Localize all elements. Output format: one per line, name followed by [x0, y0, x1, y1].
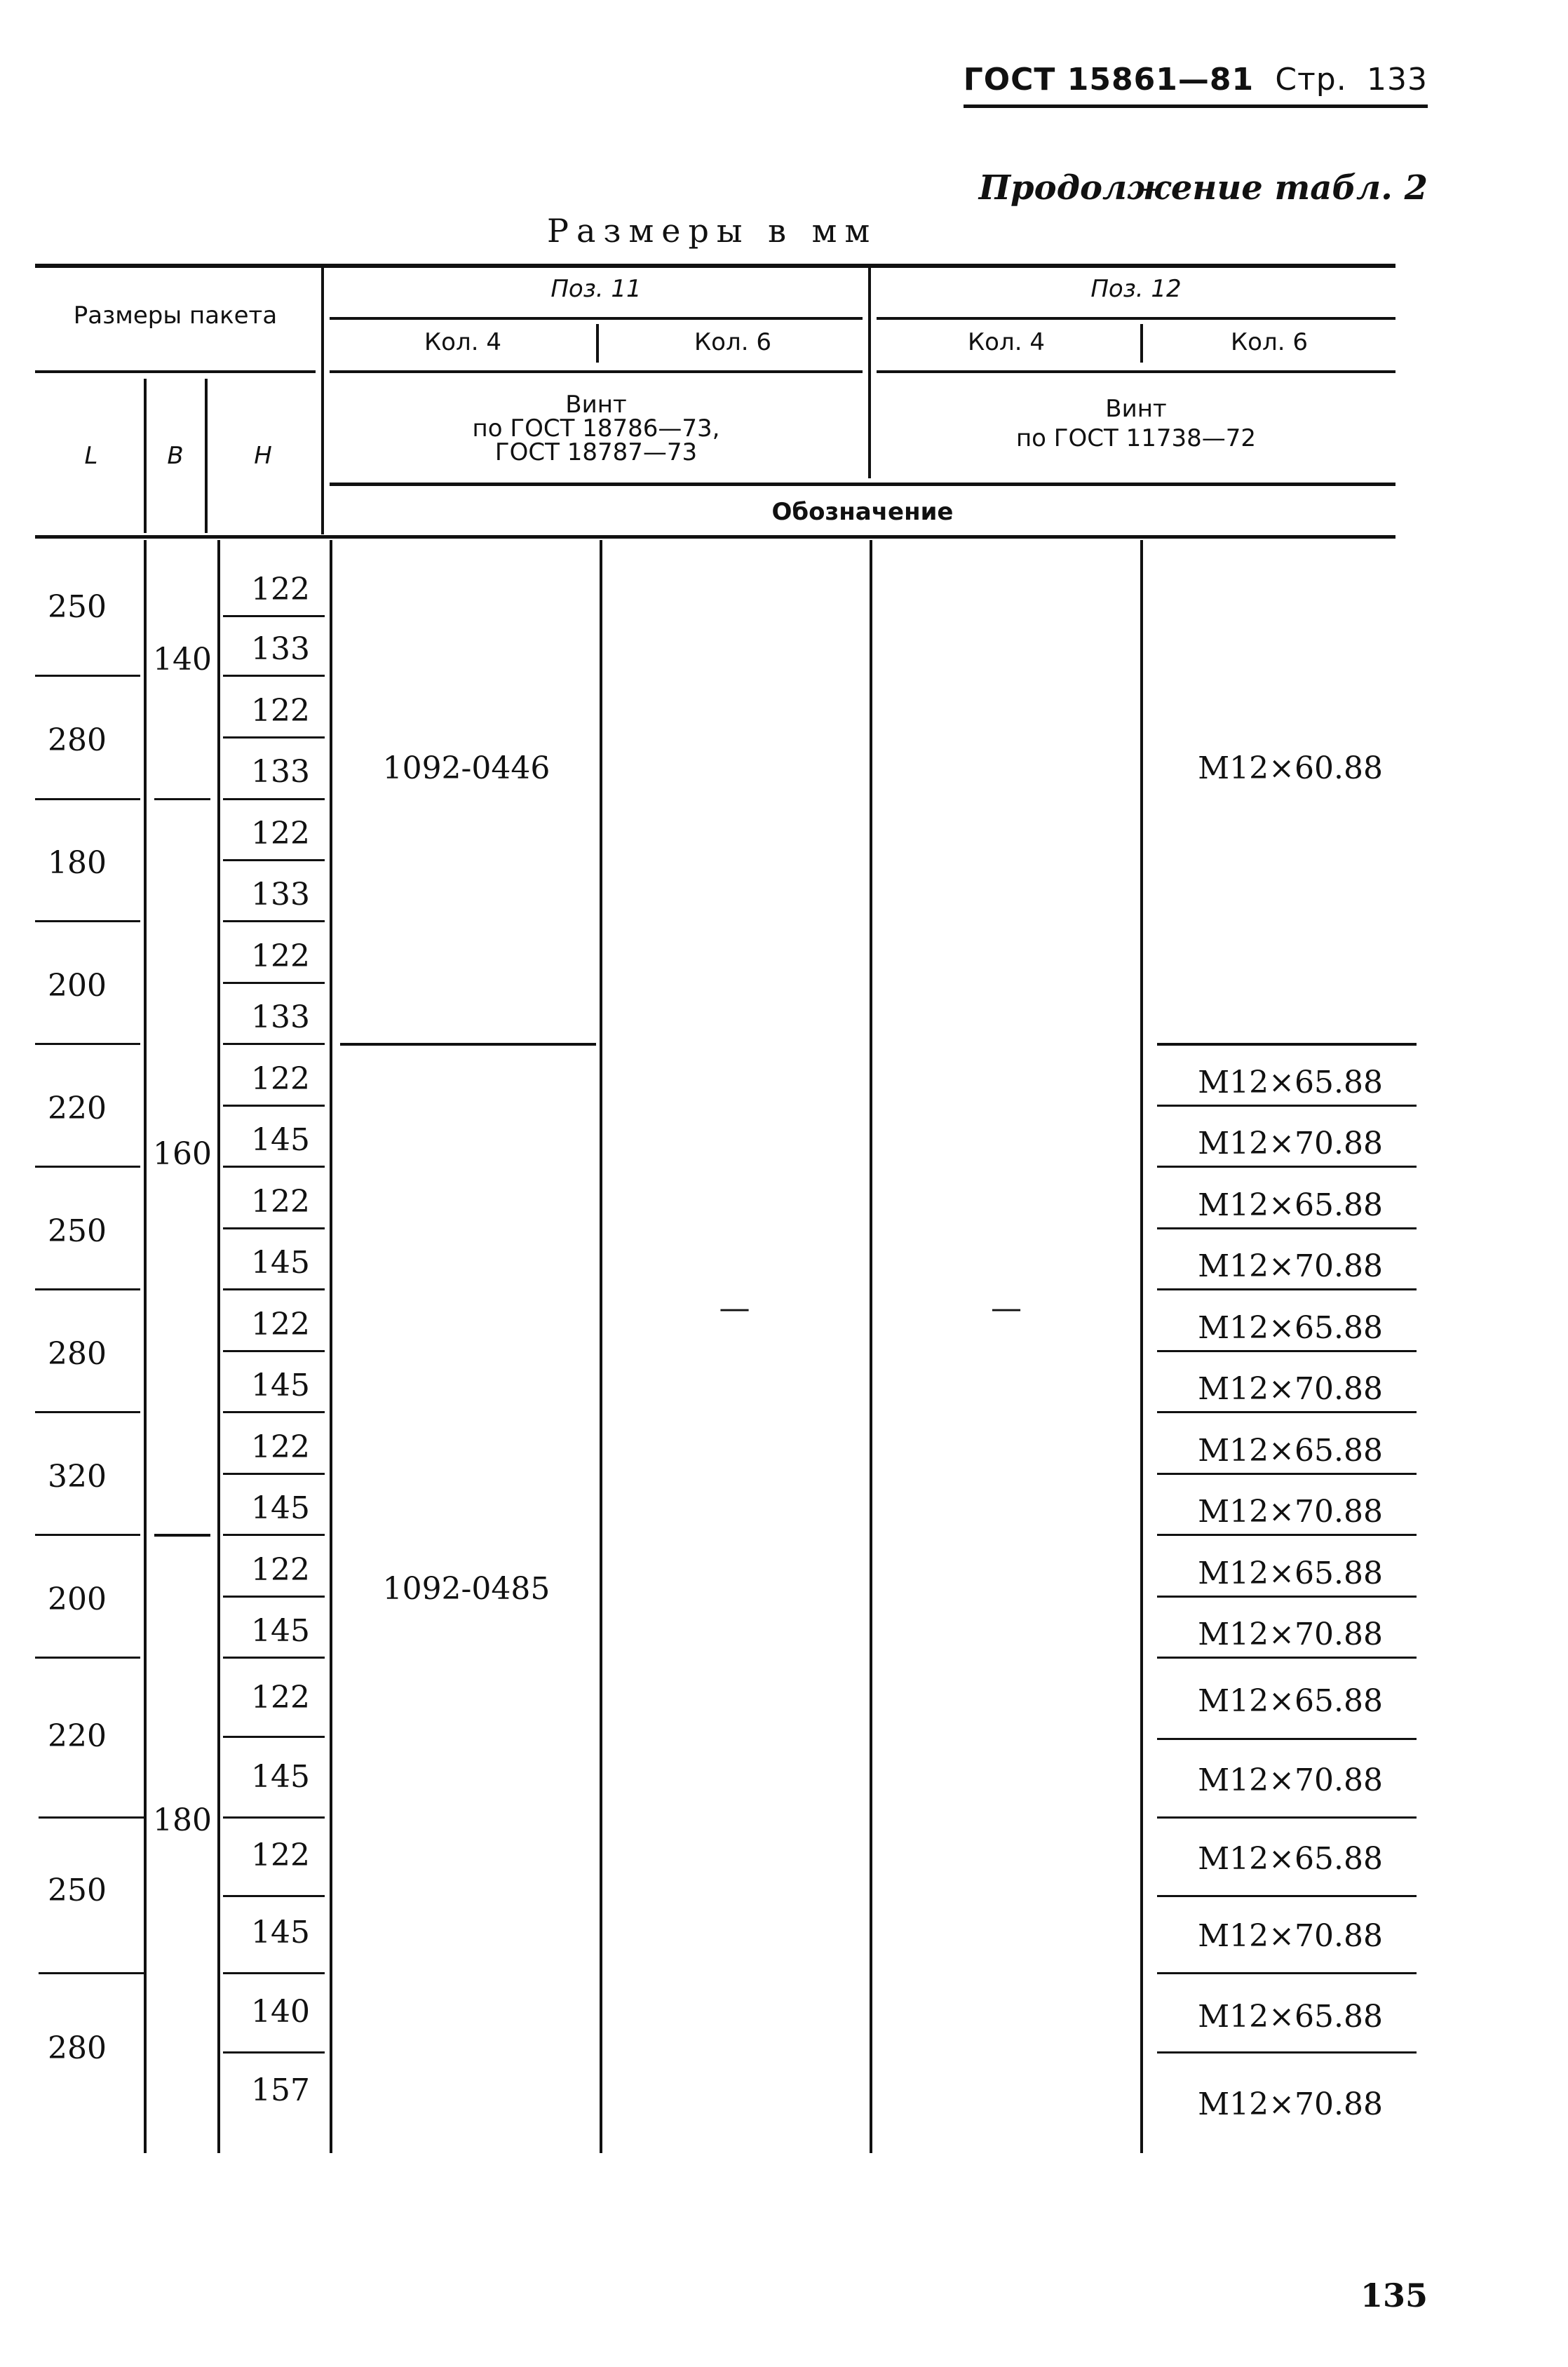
vrule-body-pos12: [1140, 540, 1143, 2153]
H-cell: 122: [251, 1307, 310, 1342]
H-cell: 122: [251, 938, 310, 974]
H-rule: [223, 1816, 325, 1819]
pos12-rule: [1157, 1166, 1417, 1168]
pos12-designation: M12×70.88: [1198, 1762, 1383, 1798]
L-rule: [35, 1288, 140, 1290]
H-cell: 145: [251, 1490, 310, 1526]
H-cell: 122: [251, 1680, 310, 1715]
H-rule: [223, 982, 325, 984]
H-rule: [223, 1105, 325, 1107]
pos12-designation: M12×65.88: [1198, 1310, 1383, 1346]
pos11-rule: [340, 1043, 596, 1046]
H-rule: [223, 920, 325, 922]
H-rule: [223, 1657, 325, 1659]
H-cell: 133: [251, 877, 310, 912]
H-cell: 145: [251, 1759, 310, 1795]
L-rule: [35, 1166, 140, 1168]
H-rule: [223, 1972, 325, 1974]
B-cell: 180: [153, 1802, 212, 1838]
B-rule: [154, 798, 210, 800]
L-rule: [35, 1534, 140, 1536]
pos12-rule: [1157, 1972, 1417, 1974]
H-rule: [223, 1895, 325, 1897]
H-cell: 145: [251, 1915, 310, 1950]
H-rule: [223, 736, 325, 739]
pos12-designation: M12×65.88: [1198, 1187, 1383, 1223]
pos12-designation: M12×65.88: [1198, 1065, 1383, 1100]
L-cell: 200: [48, 968, 107, 1004]
pos12-designation: M12×70.88: [1198, 2086, 1383, 2122]
pos11-designation: 1092-0485: [382, 1571, 550, 1607]
pos12-rule: [1157, 1816, 1417, 1819]
pos12-rule: [1157, 1227, 1417, 1229]
pos12-standard: по ГОСТ 11738—72: [1015, 424, 1257, 452]
L-rule: [39, 1972, 144, 1974]
pos12-designation: M12×65.88: [1198, 1556, 1383, 1591]
H-rule: [223, 1043, 325, 1045]
footer-page-number: 135: [1360, 2277, 1428, 2314]
H-cell: 133: [251, 999, 310, 1035]
L-rule: [35, 920, 140, 922]
vint-label: Винт: [565, 391, 627, 419]
H-cell: 140: [251, 1994, 310, 2030]
L-cell: 220: [48, 1718, 107, 1754]
H-rule: [223, 2051, 325, 2054]
pos12-designation: M12×70.88: [1198, 1371, 1383, 1407]
H-rule: [223, 1227, 325, 1229]
pos12-designation: M12×65.88: [1198, 1999, 1383, 2035]
pos11-vint-title: [330, 393, 863, 464]
pos12-rule: [1157, 1596, 1417, 1598]
page-number: 133: [1367, 62, 1428, 97]
vrule-body-mid: [870, 540, 872, 2153]
packet-sizes-header: Размеры пакета: [73, 302, 278, 330]
pos11-standard-2: ГОСТ 18787—73: [494, 438, 698, 466]
pos12-designation: M12×70.88: [1198, 1918, 1383, 1954]
B-cell: 140: [153, 642, 212, 677]
L-cell: 280: [48, 2030, 107, 2066]
H-cell: 133: [251, 754, 310, 790]
pos11-kol4-header: Кол. 4: [424, 328, 501, 356]
pos12-header: Поз. 12: [1090, 275, 1182, 303]
pos11-kol6-dash: —: [719, 1290, 750, 1326]
rule-pos-header: [330, 317, 863, 320]
table-top-rule: [35, 264, 1395, 268]
H-cell: 145: [251, 1122, 310, 1158]
H-cell: 145: [251, 1245, 310, 1281]
H-rule: [223, 1596, 325, 1598]
H-cell: 145: [251, 1613, 310, 1649]
vrule-header-b: [868, 268, 871, 478]
pos11-header: Поз. 11: [550, 275, 642, 303]
pos12-designation: M12×65.88: [1198, 1683, 1383, 1719]
H-cell: 122: [251, 1184, 310, 1220]
L-cell: 280: [48, 722, 107, 758]
L-rule: [35, 1043, 140, 1045]
L-cell: 250: [48, 1213, 107, 1249]
col-H-header: H: [254, 442, 272, 470]
pos12-designation: M12×70.88: [1198, 1617, 1383, 1652]
pos12-rule: [1157, 2051, 1417, 2054]
H-rule: [223, 859, 325, 861]
pos12-designation: M12×70.88: [1198, 1248, 1383, 1284]
rule-pos-header-2: [877, 317, 1395, 320]
L-rule: [39, 1816, 144, 1819]
col-B-header: B: [167, 442, 184, 470]
rule-header-bottom: [35, 535, 1395, 539]
pos12-rule: [1157, 1895, 1417, 1897]
pos12-rule: [1157, 1411, 1417, 1413]
B-cell: 160: [153, 1136, 212, 1172]
vrule-body-B: [217, 540, 220, 2153]
pos12-kol6-header: Кол. 6: [1231, 328, 1308, 356]
pos12-rule: [1157, 1534, 1417, 1536]
pos12-rule: [1157, 1657, 1417, 1659]
pos12-designation: M12×60.88: [1198, 750, 1383, 786]
H-rule: [223, 1350, 325, 1352]
pos12-designation: M12×70.88: [1198, 1126, 1383, 1161]
L-cell: 250: [48, 589, 107, 625]
H-cell: 145: [251, 1368, 310, 1403]
vint-label-2: Винт: [1105, 395, 1167, 423]
L-cell: 250: [48, 1873, 107, 1908]
H-cell: 122: [251, 1429, 310, 1465]
pos12-designation: M12×65.88: [1198, 1841, 1383, 1877]
vrule-lbh-2: [205, 379, 208, 533]
L-cell: 320: [48, 1459, 107, 1495]
pos12-rule: [1157, 1350, 1417, 1352]
pos12-rule: [1157, 1105, 1417, 1107]
pos12-rule: [1157, 1738, 1417, 1740]
H-cell: 133: [251, 631, 310, 667]
vrule-body-pos11: [600, 540, 602, 2153]
H-rule: [223, 1411, 325, 1413]
pos12-vint-title: [877, 394, 1395, 453]
L-cell: 220: [48, 1091, 107, 1126]
pos12-kol4-header: Кол. 4: [968, 328, 1045, 356]
col-L-header: L: [84, 442, 98, 470]
pos11-designation: 1092-0446: [382, 750, 550, 786]
B-rule: [154, 1534, 210, 1537]
L-rule: [35, 798, 140, 800]
L-cell: 180: [48, 845, 107, 881]
H-cell: 157: [251, 2072, 310, 2108]
H-cell: 122: [251, 1552, 310, 1588]
pos12-designation: M12×65.88: [1198, 1433, 1383, 1469]
L-rule: [35, 675, 140, 677]
H-rule: [223, 615, 325, 617]
H-cell: 122: [251, 1837, 310, 1873]
pos12-rule: [1157, 1288, 1417, 1290]
standard-number: ГОСТ 15861—81: [963, 62, 1255, 97]
rule-vint-row: [330, 483, 1395, 486]
vrule-kol-1: [596, 324, 599, 363]
pos12-designation: M12×70.88: [1198, 1494, 1383, 1530]
pos11-standard-1: по ГОСТ 18786—73,: [472, 414, 720, 443]
table-continuation: Продолжение табл. 2: [978, 168, 1428, 208]
L-rule: [35, 1411, 140, 1413]
H-rule: [223, 1288, 325, 1290]
H-rule: [223, 675, 325, 677]
pos12-rule: [1157, 1043, 1417, 1046]
page-header: [964, 62, 1428, 108]
H-rule: [223, 1534, 325, 1536]
H-rule: [223, 1736, 325, 1738]
vrule-lbh-1: [144, 379, 147, 533]
pos11-kol6-header: Кол. 6: [694, 328, 771, 356]
H-rule: [223, 1473, 325, 1475]
designation-header: Обозначение: [771, 498, 954, 526]
page-label: Стр.: [1275, 62, 1347, 97]
H-cell: 122: [251, 693, 310, 729]
H-rule: [223, 1166, 325, 1168]
H-cell: 122: [251, 816, 310, 851]
vrule-header-a: [321, 268, 324, 534]
rule-kol-row-3: [877, 370, 1395, 373]
L-rule: [35, 1657, 140, 1659]
H-cell: 122: [251, 572, 310, 607]
rule-kol-row-2: [330, 370, 863, 373]
L-cell: 280: [48, 1336, 107, 1372]
H-rule: [223, 798, 325, 800]
L-cell: 200: [48, 1582, 107, 1617]
H-cell: 122: [251, 1061, 310, 1097]
units-caption: Размеры в мм: [547, 212, 878, 250]
pos12-rule: [1157, 1473, 1417, 1475]
pos12-kol4-dash: —: [991, 1290, 1022, 1326]
rule-kol-row: [35, 370, 316, 373]
